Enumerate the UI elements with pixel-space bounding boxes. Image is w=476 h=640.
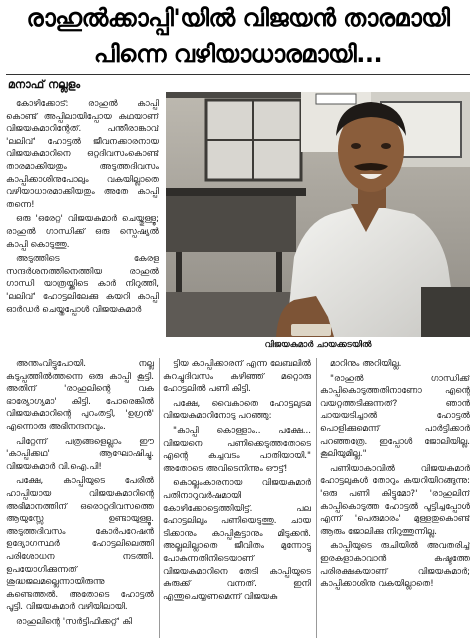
paragraph: പണിയാകാവിൽ വിജയകുമാർ ഹോട്ടലുകൾ തോറും കയറിയിറങ്ങുന്നു: 'ഒരു പണി കിട്ടുമോ?' 'രാഹുലിന് കാപ്പികൊടുത്ത ഹോട്ടൽ പൂട്ടിച്ചപ്പോൾ എന്ന് 'പെരുമാരം' മുള്ളതുകൊണ്ട് ആരും ജോലിക്കു നിറുത്തുന്നില്ല.: [320, 463, 470, 537]
article-column-3: [163, 358, 311, 638]
column-divider: [316, 358, 317, 638]
paragraph: പക്ഷേ, കാപ്പിയുടെ പേരിൽ ഹാപ്പിയായ വിജയകുമാറിന്റെ അഭിമാനത്തിന് ഒരൊറ്റദിവസത്തെ ആയുസ്സേ ഉണ്ടായുള്ളൂ. അടുത്തദിവസം കോർപറേഷൻ ഉദ്യോഗസ്ഥർ ഹോട്ടലിലെത്തി പരിശോധന നടത്തി. ഉപയോഗിക്കുന്നത് ശുദ്ധജലമല്ലെന്നായിരുന്നു കണ്ടെത്തൽ. അതോടെ ഹോട്ടൽ പൂട്ടി. വിജയകുമാർ വഴിയിലായി.: [6, 476, 154, 613]
paragraph: കൊല്ലംകാരനായ വിജയകുമാർ പതിനാറുവർഷമായി കോഴിക്കോട്ടെത്തിയിട്ട്. പല ഹോട്ടലിലും പണിയെടുത്തു. ചായ ടിക്കാനും കാപ്പികൂട്ടാനും മിടുക്കൻ. അല്ലലില്ലാതെ ജീവിതം മുന്നോട്ടു പോകുന്നതിനിടെയാണ് വിജയകുമാറിനെ തേടി കാപ്പിയുടെ കുരുക്ക് വന്നത്. ഇനി എന്തുചെയ്യണമെന്ന് വിജയകു: [163, 478, 311, 602]
man-at-tea-shop-photo: [166, 92, 470, 337]
headline-line-1: രാഹുൽക്കാപ്പി'യിൽ വിജയൻ താരമായി: [26, 4, 450, 32]
article-column-4: [320, 358, 470, 638]
paragraph: കോഴിക്കോട്: രാഹുൽ കാപ്പി കൊണ്ട് അപ്പിലായിപ്പോയ കഥയാണ് വിജയകുമാറിന്റേത്. പന്തീരാങ്കാവ് 'ലലിവ്' ഹോട്ടൽ ജീവനക്കാരനായ വിജയകുമാറിനെ ഒറ്റദിവസംകൊണ്ട് താരമാക്കിയതും അടുത്തദിവസം കാപ്പിക്കാശിനുപോലും വകയില്ലാതെ വഴിയാധാരമാക്കിയതും അതേ കാപ്പി തന്നെ!: [6, 99, 159, 210]
headline-line-2: പിന്നെ വഴിയാധാരമായി...: [93, 40, 383, 68]
paragraph: ഒരു 'ഒരേറ്റ' വിജയകുമാർ ചെയ്തുള്ളൂ; രാഹുൽ ഗാന്ധിക്ക് ഒരു സ്പെഷ്യൽ കാപ്പി കൊടുത്തു.: [6, 214, 159, 250]
byline: മനാഫ് നല്ലളം: [8, 78, 81, 91]
article-photo: [166, 92, 470, 337]
headline-rule: [6, 74, 470, 75]
column-divider: [159, 358, 160, 638]
paragraph: ട്ടിയ കാപ്പിക്കാരന് എന്ന ലേബലിൽ കുറച്ചുദിവസം കഴിഞ്ഞ് മറ്റൊരു ഹോട്ടലിൽ പണി കിട്ടി.: [163, 359, 311, 395]
paragraph: രാഹുലിന്റെ 'സർട്ടിഫിക്കറ്റ്' കി: [16, 616, 132, 627]
paragraph: കാപ്പിയുടെ രുചിയിൽ അവതരിച്ച് ഇരകളാകാവാൻ കഷ്ടത്തേ പരിരക്ഷകയാണ് വിജയകുമാർ; കാപ്പിക്കാശിനു വകയില്ലാതെ!: [320, 541, 470, 590]
paragraph: പക്ഷേ, വൈകാതെ ഹോട്ടലുടമ വിജയകുമാറിനോടു പറഞ്ഞു:: [163, 398, 311, 422]
photo-caption: വിജയകുമാർ ചായക്കടയിൽ: [264, 340, 372, 350]
paragraph: "രാഹുൽ ഗാന്ധിക്ക് കാപ്പികൊടുത്തതിനാണോ എന്റെ വയറ്റത്തടിക്കുന്നത്? ഞാൻ ചായയടിച്ചാൽ ഹോട്ടൽ പൊളിക്കുമെന്ന് പാർട്ടിക്കാർ പറഞ്ഞത്രേ. ഇപ്പോൾ ജോലിയില്ല. കൂലിയുമില്ല.": [320, 373, 470, 460]
paragraph: അന്തംവിട്ടുപോയി. നല്ല കടുപ്പത്തിൽത്തന്നെ ഒരു കാപ്പി കൂട്ടി. അതിന് 'രാഹുലിന്റെ വക ഭാര്യോഗ്യമാ' കിട്ടി. പോരെങ്കിൽ വിജയകുമാറിന്റെ പുറംതട്ടി, 'ഉഗ്രൻ' എന്നൊരു അഭിനന്ദനവും.: [6, 359, 154, 432]
paragraph: മാറിനും അറിയില്ല.: [330, 359, 402, 369]
paragraph: "കാപ്പി കൊള്ളാം.. പക്ഷേ... വിജയനെ പണിക്കെടുത്തതോടെ എന്റെ കച്ചവടം പാതിയായി." അതോടെ അവിടെനിന്നും ഔട്ട്!: [163, 425, 311, 474]
article-column-2: [6, 358, 154, 638]
article-column-1: [6, 98, 159, 336]
paragraph: പിറ്റേന്ന് പത്രങ്ങളെല്ലാം ഈ 'കാപ്പിക്കഥ' ആഘോഷിച്ചു. വിജയകുമാർ വി.ഐ.പി!: [6, 436, 154, 472]
paragraph: അടുത്തിടെ കേരള സന്ദർശനത്തിനെത്തിയ രാഹുൽ ഗാന്ധി യാത്രയ്ക്കിടെ കാർ നിറുത്തി, 'ലലിവ്' ഹോട്ടലിലേക്കു കയറി കാപ്പി ഓർഡർ ചെയ്തപ്പോൾ വിജയകുമാർ: [6, 254, 159, 315]
